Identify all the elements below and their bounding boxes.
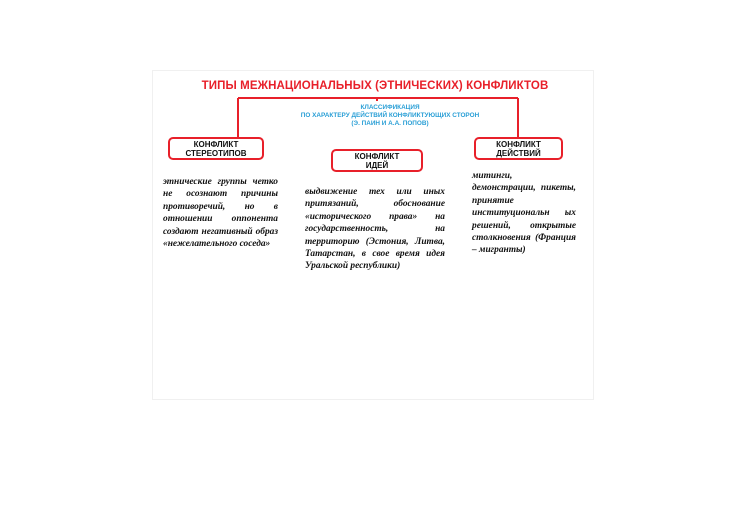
box-stereotypes <box>168 137 264 160</box>
box-stereotypes-line2: СТЕРЕОТИПОВ <box>185 148 247 158</box>
box-actions-line1: КОНФЛИКТ <box>496 139 541 149</box>
diagram-title: ТИПЫ МЕЖНАЦИОНАЛЬНЫХ (ЭТНИЧЕСКИХ) КОНФЛИКТОВ <box>201 80 549 92</box>
box-ideas-line1: КОНФЛИКТ <box>354 151 400 161</box>
box-ideas-line2: ИДЕЙ <box>365 160 389 170</box>
box-actions-line2: ДЕЙСТВИЙ <box>496 148 541 158</box>
desc-ideas: выдвижение тех или иных притязаний, обоснование «исторического права» на государственность, на территорию (Эстония, Литва, Татарстан, в свое время идея Уральской республики) <box>305 187 445 272</box>
box-actions <box>474 137 563 160</box>
desc-actions: митинги, демонстрации, пикеты, принятие институциональн ых решений, открытые столкновения (Франция – мигранты) <box>472 171 576 256</box>
desc-stereotypes: этнические группы четко не осознают причины противоречий, но в отношении оппонента создают негативный образ «нежелательного соседа» <box>163 177 278 250</box>
classification-line-3: (Э. ПАИН И А.А. ПОПОВ) <box>351 120 429 127</box>
classification-line-1: КЛАССИФИКАЦИЯ <box>360 104 420 111</box>
box-stereotypes-line1: КОНФЛИКТ <box>193 139 239 149</box>
box-ideas <box>331 149 423 172</box>
classification-line-2: ПО ХАРАКТЕРУ ДЕЙСТВИЙ КОНФЛИКТУЮЩИХ СТОРОН <box>300 112 480 119</box>
